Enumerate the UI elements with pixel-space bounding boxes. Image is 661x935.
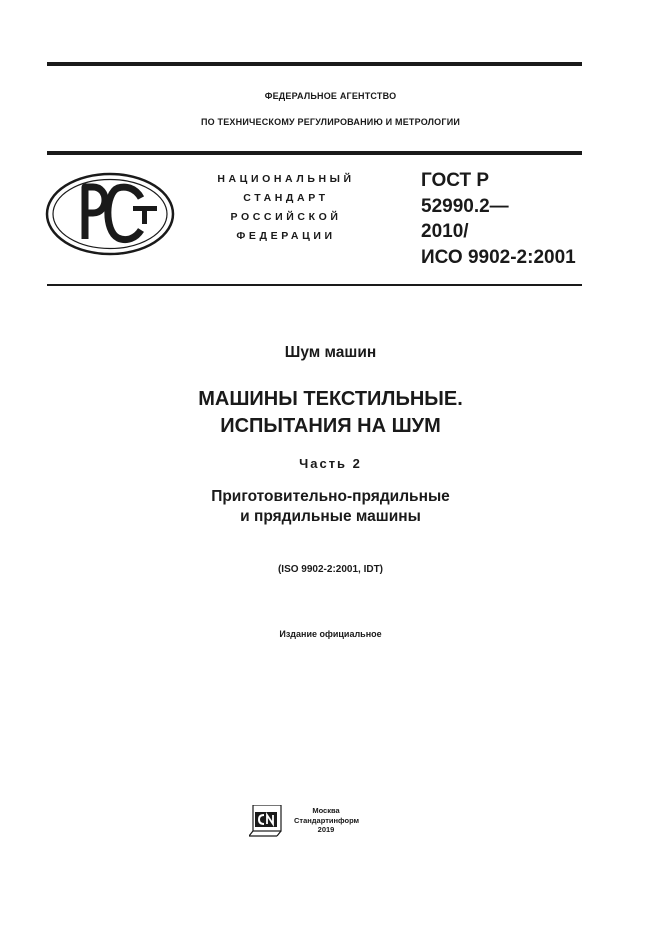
publisher-city: Москва bbox=[312, 806, 340, 815]
part-label: Часть 2 bbox=[299, 456, 362, 471]
main-title bbox=[0, 386, 661, 440]
publisher-year: 2019 bbox=[317, 825, 335, 834]
rst-certification-logo-icon bbox=[45, 172, 175, 256]
subtitle-line-1: Приготовительно-прядильные bbox=[211, 488, 450, 505]
national-standard-label bbox=[186, 170, 386, 246]
standartinform-logo-icon bbox=[249, 805, 283, 837]
standard-designation bbox=[421, 168, 576, 270]
series-title: Шум машин bbox=[284, 344, 377, 361]
designation-line-3: 2010/ bbox=[421, 221, 469, 242]
national-standard-line-3: РОССИЙСКОЙ bbox=[230, 211, 342, 223]
header-top-rule bbox=[47, 151, 582, 155]
designation-line-1: ГОСТ Р bbox=[421, 170, 490, 191]
designation-line-4: ИСО 9902-2:2001 bbox=[421, 246, 576, 268]
iso-reference: (ISO 9902-2:2001, IDT) bbox=[277, 564, 384, 575]
subtitle bbox=[0, 487, 661, 527]
national-standard-line-1: НАЦИОНАЛЬНЫЙ bbox=[217, 173, 355, 185]
subtitle-line-2: и прядильные машины bbox=[240, 508, 421, 525]
edition-label: Издание официальное bbox=[279, 629, 382, 639]
national-standard-line-2: СТАНДАРТ bbox=[243, 192, 329, 204]
header-bottom-rule bbox=[47, 284, 582, 286]
top-rule bbox=[47, 62, 582, 66]
designation-line-2: 52990.2— bbox=[421, 195, 509, 217]
national-standard-line-4: ФЕДЕРАЦИИ bbox=[236, 230, 336, 242]
publisher-block bbox=[294, 806, 358, 835]
publisher-name: Стандартинформ bbox=[294, 815, 360, 825]
agency-line-1: ФЕДЕРАЛЬНОЕ АГЕНТСТВО bbox=[264, 91, 397, 101]
main-title-line-1: МАШИНЫ ТЕКСТИЛЬНЫЕ. bbox=[198, 388, 463, 410]
agency-line-2: ПО ТЕХНИЧЕСКОМУ РЕГУЛИРОВАНИЮ И МЕТРОЛОГИИ bbox=[200, 117, 461, 127]
main-title-line-2: ИСПЫТАНИЯ НА ШУМ bbox=[220, 415, 441, 437]
